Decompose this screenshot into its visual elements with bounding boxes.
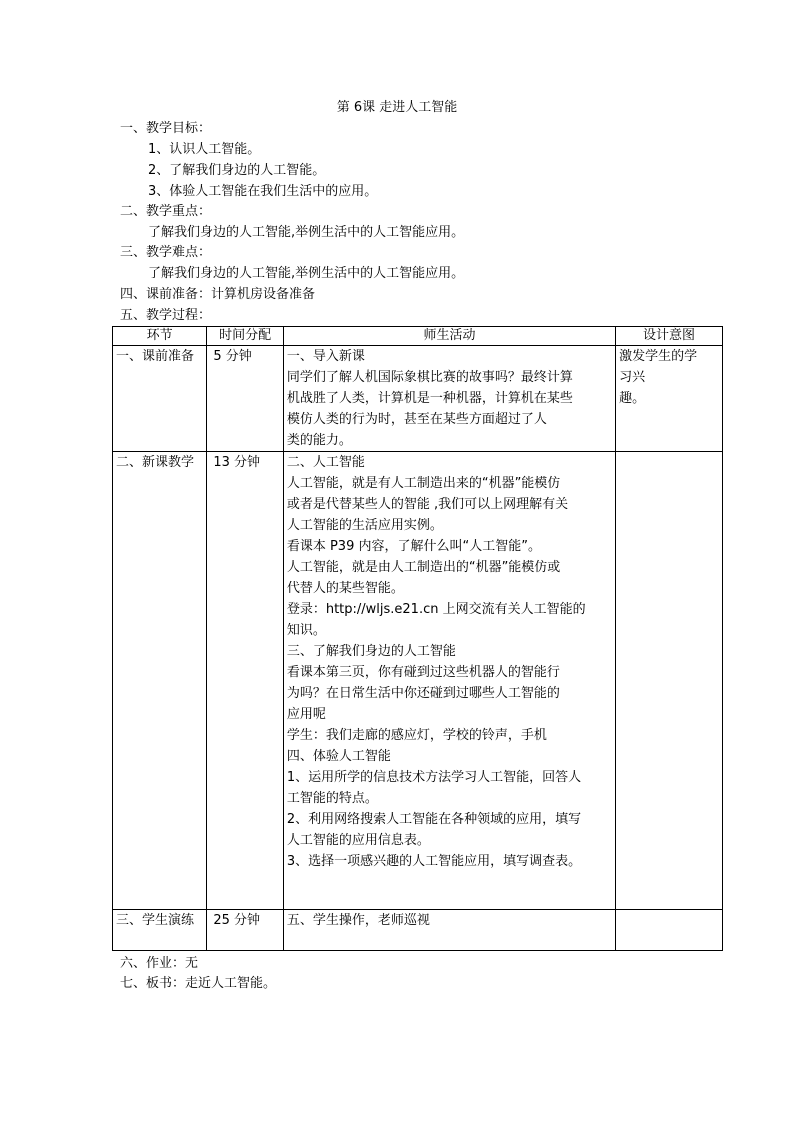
homework-line: 六、作业：无 (120, 956, 199, 971)
activity-line: 人工智能，就是由人工制造出的“机器”能模仿或 (286, 560, 561, 575)
activity-line: 类的能力。 (286, 433, 352, 448)
design-line: 激发学生的学 (619, 349, 698, 364)
objective-item: 3、体验人工智能在我们生活中的应用。 (148, 184, 378, 199)
objective-item: 2、了解我们身边的人工智能。 (148, 163, 326, 178)
activity-cell (283, 346, 615, 452)
header-design: 设计意图 (616, 327, 723, 346)
table-row (113, 452, 723, 910)
design-cell (616, 910, 723, 951)
activity-cell (283, 452, 615, 910)
activity-line: 看课本第三页，你有碰到过这些机器人的智能行 (286, 665, 560, 680)
page-title: 第 6课 走进人工智能 (336, 100, 458, 115)
header-stage: 环节 (113, 327, 207, 346)
activity-line: 为吗？在日常生活中你还碰到过哪些人工智能的 (286, 686, 560, 701)
key-points-heading: 二、教学重点： (120, 204, 212, 219)
activity-line: 登录：http://wljs.e21.cn 上网交流有关人工智能的 (286, 602, 586, 617)
lesson-process-table (112, 326, 723, 951)
header-activity: 师生活动 (283, 327, 615, 346)
header-time: 时间分配 (207, 327, 284, 346)
design-cell (616, 452, 723, 910)
activity-line: 1、运用所学的信息技术方法学习人工智能，回答人 (286, 770, 582, 785)
table-header-row (113, 327, 723, 346)
activity-line: 二、人工智能 (286, 455, 365, 470)
board-line: 七、板书：走近人工智能。 (120, 976, 277, 991)
activity-line: 五、学生操作，老师巡视 (286, 913, 430, 928)
activity-line: 看课本 P39 内容，了解什么叫“人工智能”。 (286, 539, 541, 554)
design-line: 趣。 (619, 391, 646, 406)
objective-item: 1、认识人工智能。 (148, 142, 261, 157)
activity-line: 模仿人类的行为时，甚至在某些方面超过了人 (286, 412, 547, 427)
activity-line: 四、体验人工智能 (286, 749, 391, 764)
stage-cell: 一、课前准备 (113, 346, 207, 452)
activity-line: 2、利用网络搜索人工智能在各种领域的应用，填写 (286, 812, 582, 827)
difficulties-text: 了解我们身边的人工智能,举例生活中的人工智能应用。 (148, 266, 465, 281)
time-cell: 25 分钟 (207, 910, 284, 951)
preparation-line: 四、课前准备：计算机房设备准备 (120, 287, 316, 302)
design-line: 习兴 (619, 370, 646, 385)
design-cell (616, 346, 723, 452)
objectives-heading: 一、教学目标： (120, 121, 212, 136)
activity-line: 学生：我们走廊的感应灯，学校的铃声，手机 (286, 728, 547, 743)
activity-line: 人工智能，就是有人工制造出来的“机器”能模仿 (286, 476, 561, 491)
activity-line: 代替人的某些智能。 (286, 581, 404, 596)
activity-line: 同学们了解人机国际象棋比赛的故事吗？最终计算 (286, 370, 573, 385)
process-heading: 五、教学过程： (120, 308, 212, 323)
table-row (113, 346, 723, 452)
activity-line: 人工智能的生活应用实例。 (286, 518, 443, 533)
activity-line: 人工智能的应用信息表。 (286, 833, 430, 848)
time-cell: 13 分钟 (207, 452, 284, 910)
activity-line: 3、选择一项感兴趣的人工智能应用，填写调查表。 (286, 854, 582, 869)
stage-cell: 二、新课教学 (113, 452, 207, 910)
table-row (113, 910, 723, 951)
key-points-text: 了解我们身边的人工智能,举例生活中的人工智能应用。 (148, 225, 465, 240)
activity-cell (283, 910, 615, 951)
activity-line: 工智能的特点。 (286, 791, 378, 806)
difficulties-heading: 三、教学难点： (120, 245, 212, 260)
stage-cell: 三、学生演练 (113, 910, 207, 951)
activity-line: 机战胜了人类，计算机是一种机器，计算机在某些 (286, 391, 573, 406)
activity-line: 一、导入新课 (286, 349, 365, 364)
time-cell: 5 分钟 (207, 346, 284, 452)
activity-line: 应用呢 (286, 707, 326, 722)
activity-line: 或者是代替某些人的智能 ,我们可以上网理解有关 (286, 497, 569, 512)
activity-line: 三、了解我们身边的人工智能 (286, 644, 456, 659)
activity-line: 知识。 (286, 623, 326, 638)
